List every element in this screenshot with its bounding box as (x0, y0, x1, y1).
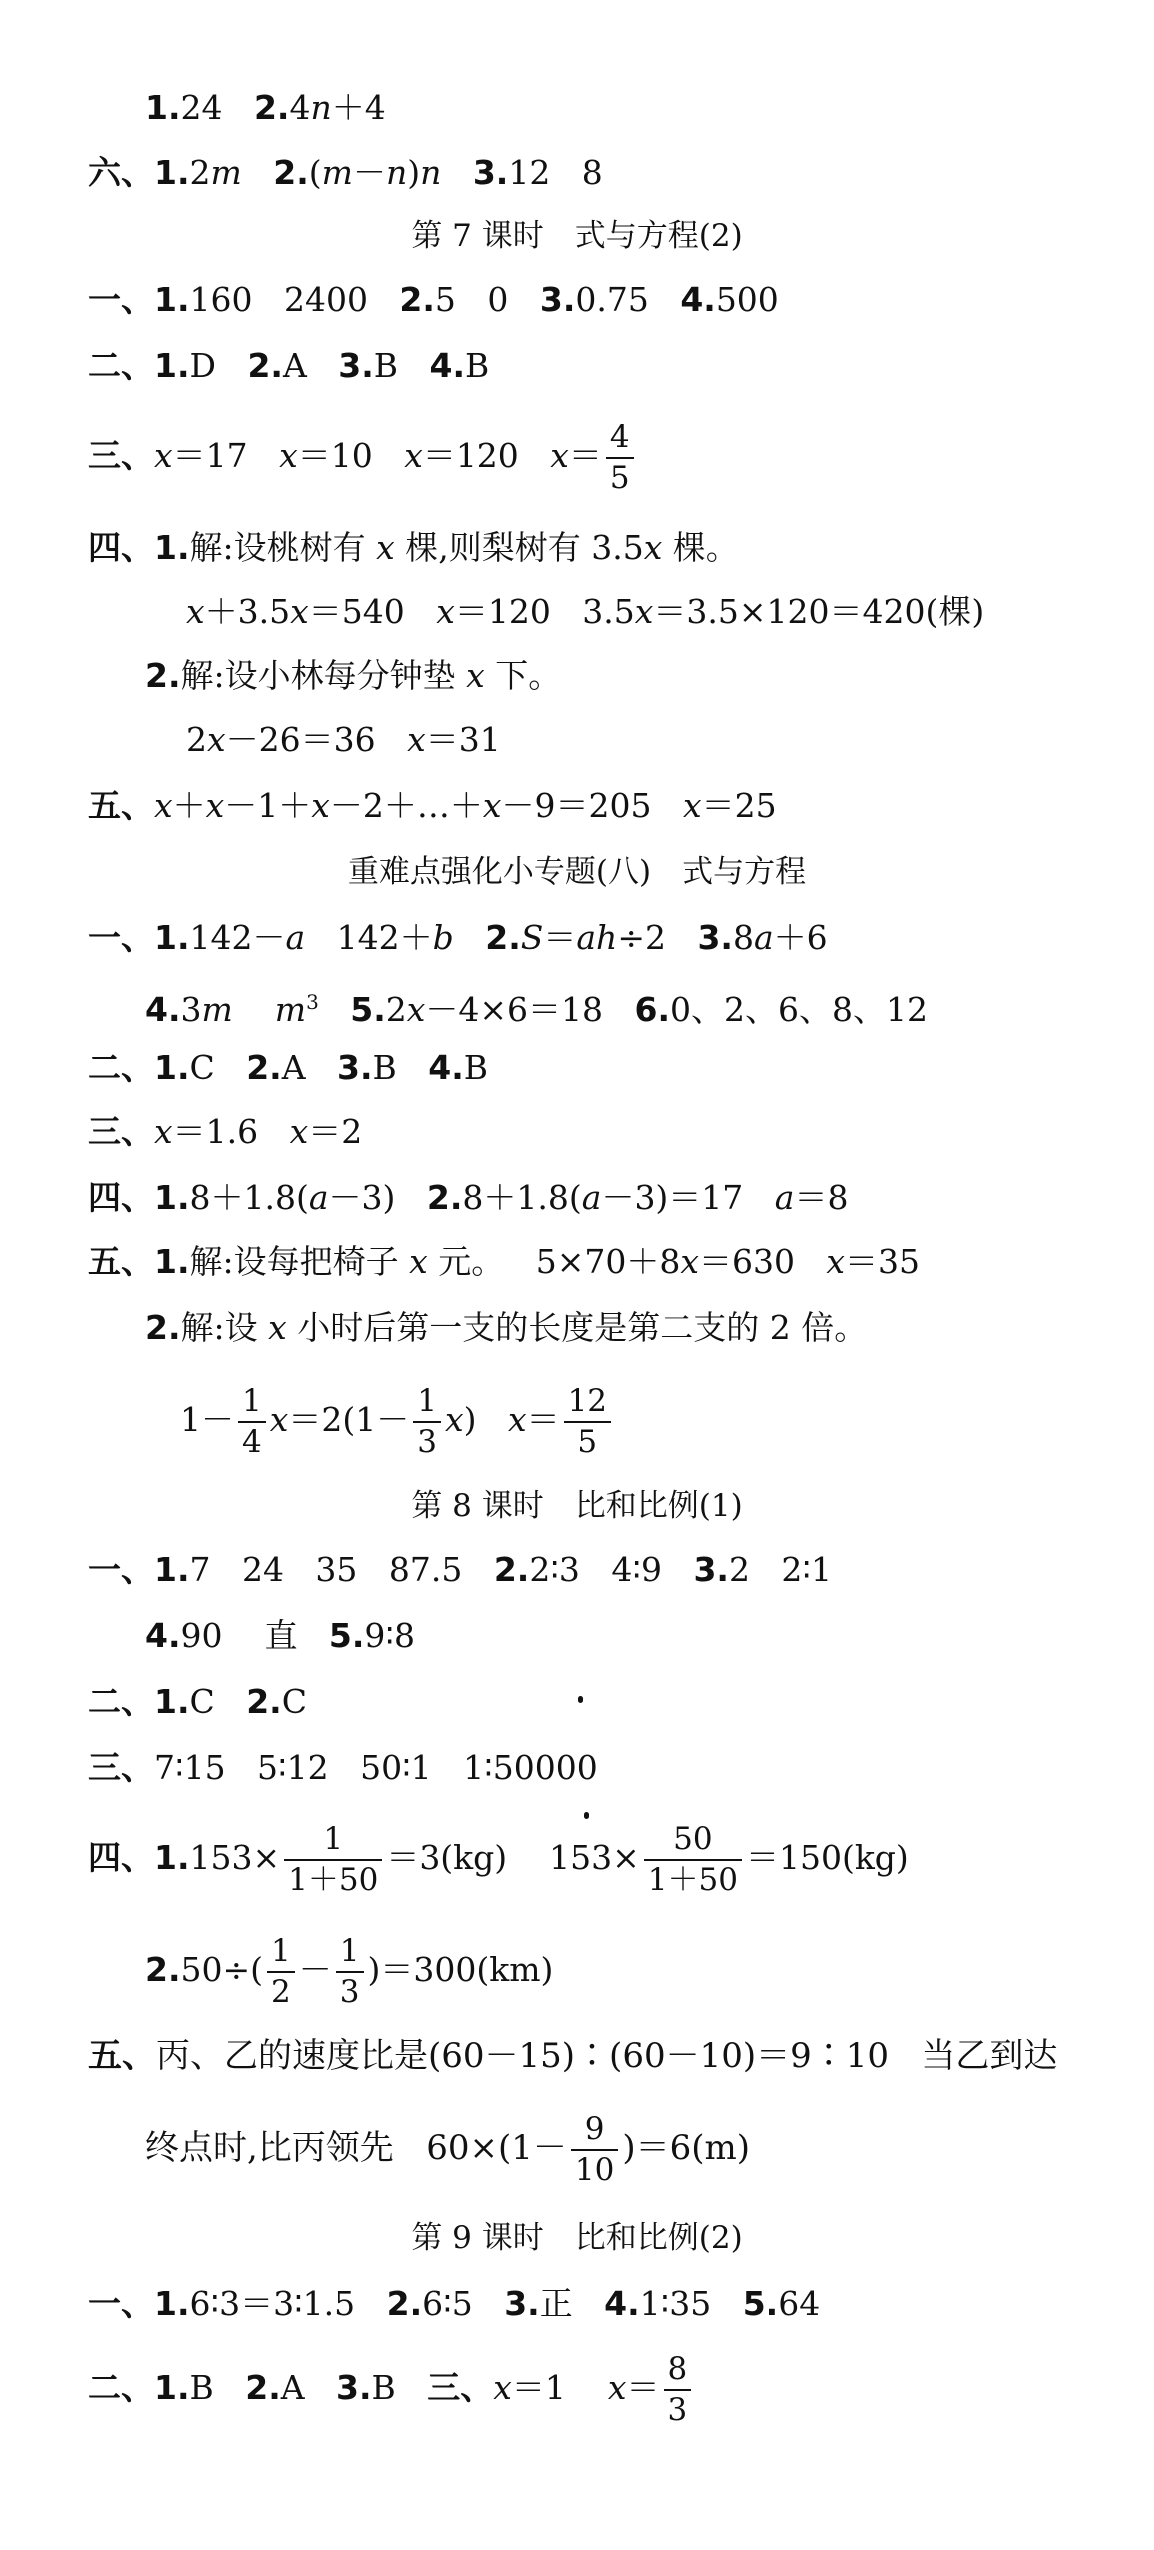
answer-line: 4.3m $m^3$ 5.2x－4×6＝18 6.0、2、6、8、12 (145, 990, 928, 1029)
fraction: $\frac{1}{2}$ (267, 1936, 295, 2008)
ink-speck (578, 1696, 583, 1703)
answer-line: 2.解:设小林每分钟垫 x 下。 (145, 656, 562, 695)
answer-line: 终点时,比丙领先 60×(1－ $\frac{9}{10}$ )＝6(m) (145, 2111, 751, 2188)
answer-line: 五、1.解:设每把椅子 x 元。 5×70＋8x＝630 x＝35 (88, 1242, 921, 1281)
answer-line: 二、1.D 2.A 3.B 4.B (88, 346, 490, 385)
answer-line: 三、x＝1.6 x＝2 (88, 1112, 363, 1151)
answer-line: 二、1.C 2.C (88, 1682, 307, 1721)
section-heading: 第 8 课时 比和比例(1) (411, 1488, 743, 1524)
answer-line: 一、1.6∶3＝3∶1.5 2.6∶5 3.正 4.1∶35 5.64 (88, 2284, 821, 2323)
fraction: $\frac{1}{4}$ (238, 1386, 266, 1458)
answer-line: 2x－26＝36 x＝31 (186, 720, 501, 759)
answer-line: 二、1.B 2.A 3.B 三、x＝1 x＝ $\frac{8}{3}$ (88, 2340, 1154, 2436)
fraction: $\frac{12}{5}$ (564, 1386, 611, 1458)
answer-line: 一、1.7 24 35 87.5 2.2∶3 4∶9 3.2 2∶1 (88, 1550, 832, 1589)
fraction: $\frac{50}{1+50}$ (644, 1824, 742, 1896)
answer-line: 五、x＋x－1＋x－2＋…＋x－9＝205 x＝25 (88, 786, 777, 825)
fraction: $\frac{8}{3}$ (664, 2354, 692, 2426)
answer-line: 二、1.C 2.A 3.B 4.B (88, 1048, 489, 1087)
section-heading: 重难点强化小专题(八) 式与方程 (347, 854, 807, 890)
answer-line: 三、7∶15 5∶12 50∶1 1∶50000 (88, 1748, 598, 1787)
answer-line: 三、x＝17 x＝10 x＝120 x＝ $\frac{4}{5}$ (88, 408, 1154, 504)
answer-line: 四、1.153× $\frac{1}{1+50}$ ＝3(kg) 153× $\frac{50}{1+50}$ ＝150(kg) (88, 1821, 909, 1898)
fraction: $\frac{1}{3}$ (413, 1386, 441, 1458)
section-heading: 第 7 课时 式与方程(2) (411, 218, 743, 254)
answer-line: 1－ $\frac{1}{4}$ x＝2(1－ $\frac{1}{3}$ x) x＝ $\frac{12}{5}$ (180, 1372, 1154, 1468)
fraction: $\frac{4}{5}$ (606, 422, 634, 494)
answer-line: 一、1.160 2400 2.5 0 3.0.75 4.500 (88, 280, 779, 319)
answer-line: 一、1.142－a 142＋b 2.S＝ah÷2 3.8a＋6 (88, 918, 828, 957)
answer-line: 六、1.2m 2.(m－n)n 3.12 8 (88, 153, 603, 192)
answer-line: 4.90 直 5.9∶8 (145, 1616, 416, 1655)
answer-line: 2.解:设 x 小时后第一支的长度是第二支的 2 倍。 (145, 1308, 868, 1347)
fraction: $\frac{1}{3}$ (336, 1936, 364, 2008)
section-heading: 第 9 课时 比和比例(2) (411, 2220, 743, 2256)
answer-line: x＋3.5x＝540 x＝120 3.5x＝3.5×120＝420(棵) (186, 592, 985, 631)
answer-line: 四、1.8＋1.8(a－3) 2.8＋1.8(a－3)＝17 a＝8 (88, 1178, 849, 1217)
answer-line: 四、1.解:设桃树有 x 棵,则梨树有 3.5x 棵。 (88, 528, 739, 567)
answer-line: 五、丙、乙的速度比是(60－15)∶(60－10)＝9∶10 当乙到达 (88, 2036, 1058, 2076)
fraction: $\frac{1}{1+50}$ (284, 1824, 382, 1896)
answer-line: 1.24 2.4n＋4 (145, 88, 386, 127)
answer-line: 2.50÷( $\frac{1}{2}$ － $\frac{1}{3}$ )＝300(km) (145, 1933, 554, 2010)
fraction: $\frac{9}{10}$ (571, 2114, 618, 2186)
